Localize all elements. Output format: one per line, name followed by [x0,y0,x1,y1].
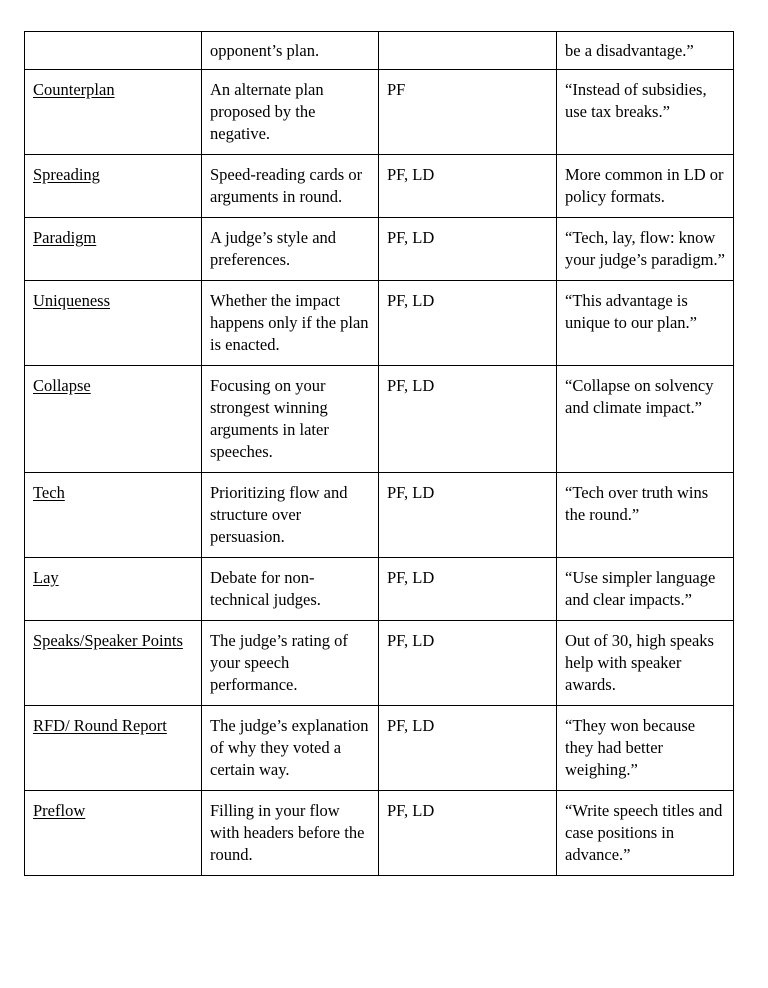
format-cell: PF, LD [379,366,557,473]
table-row [25,218,734,281]
term-text: Lay [33,568,59,587]
table-row [25,706,734,791]
example-cell: “They won because they had better weighing.” [557,706,734,791]
example-cell: “This advantage is unique to our plan.” [557,281,734,366]
table-row-continued [25,32,734,70]
table-row [25,558,734,621]
table-row [25,70,734,155]
term-cell [25,218,202,281]
term-text: Tech [33,483,65,502]
term-cell [25,791,202,876]
term-cell [25,155,202,218]
format-cell: PF, LD [379,155,557,218]
table-row [25,473,734,558]
example-cell: “Tech over truth wins the round.” [557,473,734,558]
term-text: Collapse [33,376,91,395]
term-text: Preflow [33,801,86,820]
definition-cell: The judge’s explanation of why they voted a certain way. [202,706,379,791]
definition-cell: Whether the impact happens only if the plan is enacted. [202,281,379,366]
table-row [25,366,734,473]
term-cell [25,366,202,473]
format-cell: PF, LD [379,281,557,366]
example-cell: “Use simpler language and clear impacts.” [557,558,734,621]
example-cell: “Collapse on solvency and climate impact.” [557,366,734,473]
format-cell: PF, LD [379,791,557,876]
glossary-table [24,31,734,876]
term-cell [25,706,202,791]
table-row [25,155,734,218]
table-row [25,791,734,876]
example-cell: “Write speech titles and case positions in advance.” [557,791,734,876]
example-cell: be a disadvantage.” [557,32,734,70]
format-cell: PF, LD [379,218,557,281]
term-text: Paradigm [33,228,97,247]
definition-cell: opponent’s plan. [202,32,379,70]
definition-cell: A judge’s style and preferences. [202,218,379,281]
term-text: RFD/ Round Report [33,716,167,735]
term-cell [25,621,202,706]
term-cell [25,70,202,155]
definition-cell: The judge’s rating of your speech performance. [202,621,379,706]
table-row [25,621,734,706]
format-cell: PF, LD [379,558,557,621]
definition-cell: Filling in your flow with headers before the round. [202,791,379,876]
example-cell: Out of 30, high speaks help with speaker awards. [557,621,734,706]
term-cell [25,281,202,366]
format-cell [379,32,557,70]
definition-cell: Prioritizing flow and structure over persuasion. [202,473,379,558]
format-cell: PF, LD [379,473,557,558]
term-text: Counterplan [33,80,115,99]
term-cell [25,473,202,558]
term-cell [25,558,202,621]
example-cell: More common in LD or policy formats. [557,155,734,218]
definition-cell: An alternate plan proposed by the negative. [202,70,379,155]
format-cell: PF, LD [379,706,557,791]
format-cell: PF, LD [379,621,557,706]
term-cell [25,32,202,70]
term-text: Speaks/Speaker Points [33,631,183,650]
example-cell: “Tech, lay, flow: know your judge’s paradigm.” [557,218,734,281]
example-cell: “Instead of subsidies, use tax breaks.” [557,70,734,155]
table-row [25,281,734,366]
term-text: Spreading [33,165,100,184]
definition-cell: Focusing on your strongest winning arguments in later speeches. [202,366,379,473]
definition-cell: Debate for non-technical judges. [202,558,379,621]
term-text: Uniqueness [33,291,110,310]
format-cell: PF [379,70,557,155]
definition-cell: Speed-reading cards or arguments in round. [202,155,379,218]
